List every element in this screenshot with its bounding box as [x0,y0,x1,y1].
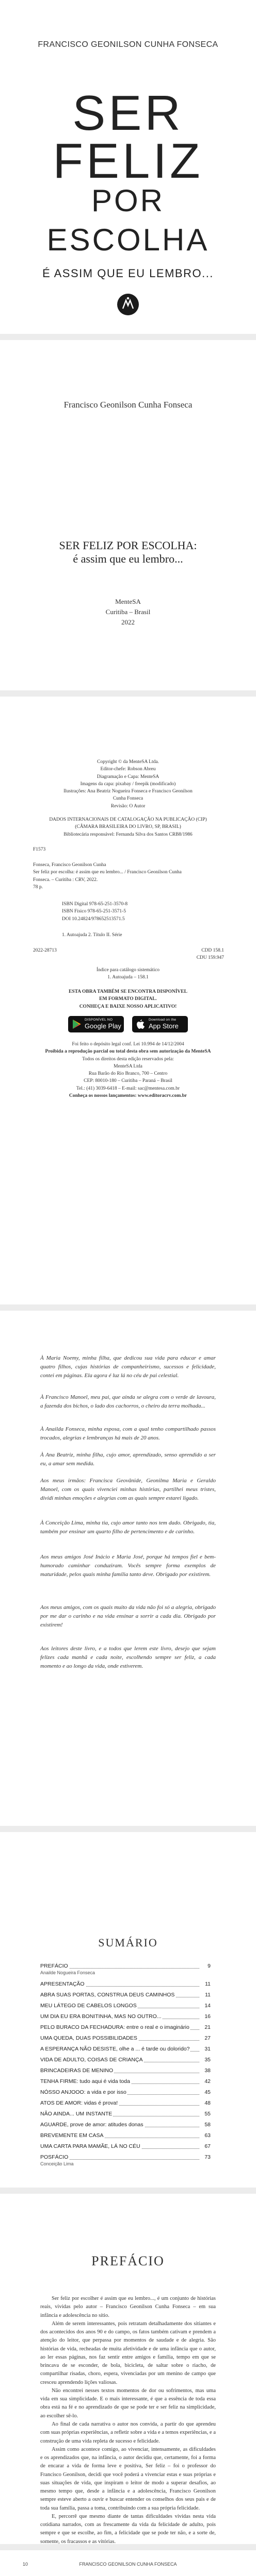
dedication-paragraph: Aos meus amigos José Inácio e Maria José, porque há tempos fiel e bem-humorado caminhar conduziram. Vocês sempre forma exemplos de maturidade, pelos quais minha família tanto deve. Obrigado por existirem. [40,1554,216,1578]
preface-paragraph: E, percorrê que mesmo diante de tantas dificuldades vividas nesta vida cotidiana narrados, com as frescamente da vida da felicidade de adulto, pois sempre e que se escolhe, ao fim, a felicidade que se pode ter não, e a sorte de, somente, os fracassos e as vitórias. [40,2513,216,2544]
preface-paragraph: Além de serem interessantes, pois retratam detalhadamente dos sitiantes e dos acontecidos dos anos 90 e do campo, os fatos também cativam e prendem a atenção do leitor, que perpassa por momentos de saudade e de alegria. São histórias de vida, recheadas de muita afetividade e de uma infância que o autor, ao ler essas páginas, nos faz sentir entre amigos e família, tempo em que se brincava de se esconder, de bola, bicicleta, de saltar sobre o riacho, de compartilhar risadas, choro, espera, vivenciadas por um menino de campo que cresceu aprendendo lições valiosas. [40,2320,216,2385]
google-play-label: Google Play [85,1022,121,1030]
cip-line: 78 p. [33,884,43,890]
credit-line: Editor-chefe: Robson Abreu [100,767,156,772]
toc-entry-title: TENHA FIRME: tudo aqui é vida toda [40,2078,130,2084]
toc-entry-title: AGUARDE, prove de amor: atitudes donas [40,2122,143,2128]
preface-paragraph: Ao final de cada narrativa o autor nos convida, a partir do que aprendeu com suas próprias experiências, a refletir sobre a vida e a temos experiências, e a construção de uma vida repleta de sucesso e felicidade. [40,2421,216,2444]
preface-continued-page [0,2550,256,2576]
index-line: 1. Autoajuda – 158.1 [107,975,149,980]
cover-page [0,0,256,334]
toc-entry-title: POSFÁCIO [40,2154,69,2160]
credit-line: Ilustrações: Ana Beatriz Nogueira Fonseca e Francisco Geonilson [63,789,193,794]
cip-title: DADOS INTERNACIONAIS DE CATALOGAÇÃO NA PUBLICAÇÃO (CIP) [49,817,207,822]
contact-line: Tel.: (41) 3039-6418 – E-mail: sac@mentesa.com.br [76,1086,180,1091]
contact-line: Proibida a reprodução parcial ou total desta obra sem autorização da MenteSA [45,1049,211,1055]
toc-entry-title: UM DIA EU ERA BONITINHA, MAS NO OUTRO... [40,2013,162,2020]
cover-subtitle: É ASSIM QUE EU LEMBRO... [42,267,214,280]
toc-entry-author: Conceição Lima [40,2161,74,2166]
preface-page [0,2194,256,2544]
isbn-line: ISBN Digital 978-65-251-3570-8 [62,902,128,907]
toc-entry[interactable] [40,1992,211,1999]
isbn-line: DOI 10.24824/978652513571.5 [62,916,125,922]
toc-entry-page: 63 [204,2132,211,2139]
toc-entry-page: 9 [207,1963,211,1969]
toc-entry[interactable] [40,2143,211,2150]
toc-entry[interactable] [40,2024,211,2031]
title-page-author: Francisco Geonilson Cunha Fonseca [63,400,193,410]
toc-entry-page: 14 [204,2003,211,2009]
cip-line: Ser feliz por escolha: é assim que eu lembro... / Francisco Geonilson Cunha [33,870,182,875]
availability-line: CONHEÇA E BAIXE NOSSO APLICATIVO! [79,1004,177,1009]
toc-entry-page: 55 [204,2111,211,2117]
toc-entry-page: 38 [204,2067,211,2074]
toc-entry[interactable] [40,1963,211,1970]
apple-icon [136,1019,146,1029]
toc-entry-author: Anailde Nogueira Fonseca [40,1970,95,1975]
dedication-paragraph: À Francisco Manoel, meu pai, que ainda se alegra com o verde de lavoura, a fazenda dos bichos, o lado dos cachorros, o cheiro da terra molhada... [40,1394,216,1410]
toc-entry[interactable] [40,2122,211,2129]
cover-title-line-1: SER [72,86,184,141]
toc-entry-page: 21 [204,2024,211,2030]
toc-entry-page: 73 [204,2154,211,2160]
toc-entry[interactable] [40,2046,211,2053]
cover-title-line-4: ESCOLHA [46,223,210,257]
toc-entry-title: BREVEMENTE EM CASA [40,2132,104,2139]
toc-entry[interactable] [40,2111,211,2118]
toc-entry-page: 11 [205,1981,211,1987]
index-title: Índice para catálogo sistemático [96,968,160,973]
preface-heading: PREFÁCIO [91,2253,165,2268]
preface-paragraph: Assim como acontece comigo, ao vivenciar, intensamente, as dificuldades e os aprendizados que, na infância, o autor decidiu que, certamente, foi a forma de encarar a vida de forma leve e positiva, Ser feliz – foi o professor do Francisco Geonilson, decidi que você poderá a vivenciar estas e suas próprias e suas situações de vida, que inspiram o leitor de modo a superar desafios, ao mesmo tempo que, desde a infância e a adolescência, Francisco Geonilson sempre esteve aberto a ouvir e buscar entender os conselhos dos seus pais e de toda sua família, passa a toma, contribuindo com a sua própria felicidade. [40,2446,216,2511]
google-play-caption: DISPONÍVEL NO [85,1018,113,1022]
cover-title-line-2: FELIZ [53,133,203,189]
publisher-name: MenteSA [115,598,141,605]
credit-line: Cunha Fonseca [113,796,143,802]
title-page-subtitle: é assim que eu lembro... [73,552,183,565]
toc-entry-title: UMA CARTA PARA MAMÃE, LÁ NO CÉU [40,2143,140,2149]
publisher-city: Curitiba – Brasil [105,608,151,616]
app-store-label: App Store [149,1022,179,1030]
contact-line: Conheça os nossos lançamentos: www.editoracrv.com.br [69,1093,187,1098]
summary-heading: SUMÁRIO [98,1936,158,1949]
edition-credits [0,758,256,810]
digital-availability [0,988,256,1010]
legal-contact [0,1041,256,1099]
credit-line: Imagens da capa: pixabay / freepik (modificado) [80,781,176,787]
publisher-year: 2022 [121,618,135,626]
dedication-paragraph: Aos leitores deste livro, e a todos que lerem este livro, desejo que sejam felizes cada manhã e cada noite, escolhendo sempre ser feliz, a cada momento e ao longo da vida, onde estiverem. [40,1646,216,1670]
toc-entry-title: APRESENTAÇÃO [40,1981,85,1987]
cip-subtitle: (CÂMARA BRASILEIRA DO LIVRO, SP, BRASIL) [75,824,181,830]
toc-entry[interactable] [40,2035,211,2042]
dedication-paragraph: Aos meus amigos, com os quais muito da vida não foi só a alegria, obrigado por me dar o carinho e na vida ensinar a sorrir a cada dia. Obrigado por existirem! [40,1604,216,1629]
dedication-paragraph: À Conceição Lima, minha tia, cujo amor tanto nos tem dado. Obrigado, tia, também por ensinar um quarto filho de pertencimento e de carinho. [40,1520,216,1535]
dedication-paragraph: À Ana Beatriz, minha filha, cujo amor, aprendizado, senso aprendido a ser eu, a amar sem medida. [40,1452,216,1467]
cip-note: Bibliotecária responsável: Fernanda Silva dos Santos CRB8/1986 [63,832,193,837]
toc-entry[interactable] [40,2154,211,2161]
title-page-title: SER FELIZ POR ESCOLHA: [59,539,197,552]
summary-page [0,1832,256,2188]
toc-entry-title: A ESPERANÇA NÃO DESISTE, olhe a ... é tarde ou dolorido? [40,2046,190,2052]
preface-body [40,2295,216,2544]
toc-entry-page: 58 [204,2122,211,2128]
toc-entry-page: 35 [204,2057,211,2063]
dedication-paragraph: Aos meus irmãos: Francisca Geovânide, Geonilma Maria e Geraldo Manoel, com os quais vivenciei minhas histórias, partilhei meus tristes, dividi minhas emoções e alegrias com as quais sempre estarei ligado. [40,1478,216,1502]
toc-entry[interactable] [40,2132,211,2140]
toc-entry-title: NÃO AINDA... UM INSTANTE [40,2111,113,2117]
app-store-caption: Download on the [149,1018,177,1022]
credit-line: Revisão: O Autor [110,803,146,809]
toc-entry-title: UMA QUEDA, DUAS POSSIBILIDADES [40,2035,137,2041]
preface-paragraph: Ser feliz por escolher é assim que eu lembro..., é um conjunto de histórias reais, vividas pelo autor – Francisco Geonilson Cunha Fonseca – em sua infância e adolescência no sítio. [40,2296,216,2318]
isbn-line: ISBN Físico 978-65-251-3571-5 [62,909,126,914]
google-play-icon [72,1019,82,1029]
toc-entry-title: VIDA DE ADULTO, COISAS DE CRIANÇA [40,2057,143,2063]
cip-record [33,861,224,891]
toc-entry-page: 45 [204,2089,211,2095]
contact-line: CEP: 80010-180 – Curitiba – Paraná – Brasil [84,1078,172,1084]
cdu-code: CDU 159.947 [196,955,224,960]
classification-row [33,948,224,953]
title-page [0,340,256,690]
toc-entry-title: PREFÁCIO [40,1963,68,1969]
toc-entry-page: 67 [204,2143,211,2149]
cip-header [0,816,256,838]
page-number: 10 [23,2562,28,2567]
cip-line: Fonseca, Francisco Geonilson Cunha [33,862,106,868]
toc-entry-title: ABRA SUAS PORTAS, CONSTRUA DEUS CAMINHOS [40,1992,175,1998]
publisher-logo-icon [116,293,140,316]
toc-entry[interactable] [40,2003,211,2010]
table-of-contents [40,1963,211,2172]
toc-entry[interactable] [40,2057,211,2064]
toc-entry-page: 27 [204,2035,211,2041]
dedication-page [0,1311,256,1826]
toc-entry-title: BRINCADEIRAS DE MENINO [40,2067,114,2074]
toc-entry[interactable] [40,1981,211,1988]
title-page-publisher [0,597,256,628]
contact-line: Foi feito o depósito legal conf. Lei 10.994 de 14/12/2004 [72,1042,184,1047]
google-play-button[interactable] [68,1016,124,1032]
cover-author: FRANCISCO GEONILSON CUNHA FONSECA [38,40,218,49]
credit-line: Diagramação e Capa: MenteSA [97,774,159,779]
toc-entry[interactable] [40,2067,211,2075]
availability-line: EM FORMATO DIGITAL. [99,996,157,1002]
subjects: 1. Autoajuda 2. Título II. Série [62,933,122,938]
copyright-page [0,697,256,1304]
cip-number: F1573 [33,847,46,852]
credit-line: Copyright © da MenteSA Ltda. [97,759,159,765]
dedication-paragraph: À Maria Noemy, minha filha, que dedicou sua vida para educar e amar quatro filhos, cujas histórias de companheirismo, sucessos e felicidade, contei em páginas. Ela agora é luz lá no céu de pai celestial. [40,1355,216,1379]
cip-line: Fonseca. – Curitiba : CRV, 2022. [33,877,98,883]
toc-entry-page: 31 [204,2046,211,2052]
toc-entry[interactable] [40,2089,211,2096]
running-head-title: FRANCISCO GEONILSON CUNHA FONSECA [79,2562,177,2567]
contact-line: Todos os direitos desta edição reservados pela: [82,1056,174,1062]
toc-entry-page: 11 [205,1992,211,1998]
availability-line: ESTA OBRA TAMBÉM SE ENCONTRA DISPONÍVEL [69,989,187,994]
app-store-button[interactable] [132,1016,188,1032]
catalog-code: 2022-28713 [33,948,57,953]
toc-entry[interactable] [40,2078,211,2086]
isbn-block [62,901,253,923]
contact-line: MenteSA Ltda [114,1063,142,1069]
toc-entry-title: NÓSSO ANJOOO: a vida e por isso [40,2089,126,2095]
catalog-index [0,967,256,981]
contact-line: Rua Barão do Rio Branco, 700 – Centro [88,1071,168,1076]
toc-entry-title: MEU LÁTEGO DE CABELOS LONGOS [40,2003,137,2009]
toc-entry-title: ATOS DE AMOR: vidas é prova! [40,2100,118,2106]
toc-entry-page: 48 [204,2100,211,2106]
toc-entry-page: 16 [204,2013,211,2020]
toc-entry-page: 42 [204,2078,211,2084]
preface-paragraph: Não encontrei nesses textos momentos de dor ou sofrimentos, mas uma vida em sua simplicidade. E o mais interessante, é que a essência de toda essa obra está na fé e no aprendizado de que se pode ter e ser feliz na simplicidade, ao escolher sê-lo. [40,2387,216,2419]
toc-entry-title: PELO BURACO DA FECHADURA: entre o real e o imaginário [40,2024,189,2030]
cover-title-line-3: POR [91,183,165,218]
toc-entry[interactable] [40,2100,211,2107]
cdd-code: CDD 158.1 [201,948,224,953]
toc-entry[interactable] [40,2013,211,2021]
dedication-paragraph: À Anailda Fonseca, minha esposa, com a qual tenho compartilhado passos trocados, alegrias e lembranças há mais de 20 anos. [40,1426,216,1442]
